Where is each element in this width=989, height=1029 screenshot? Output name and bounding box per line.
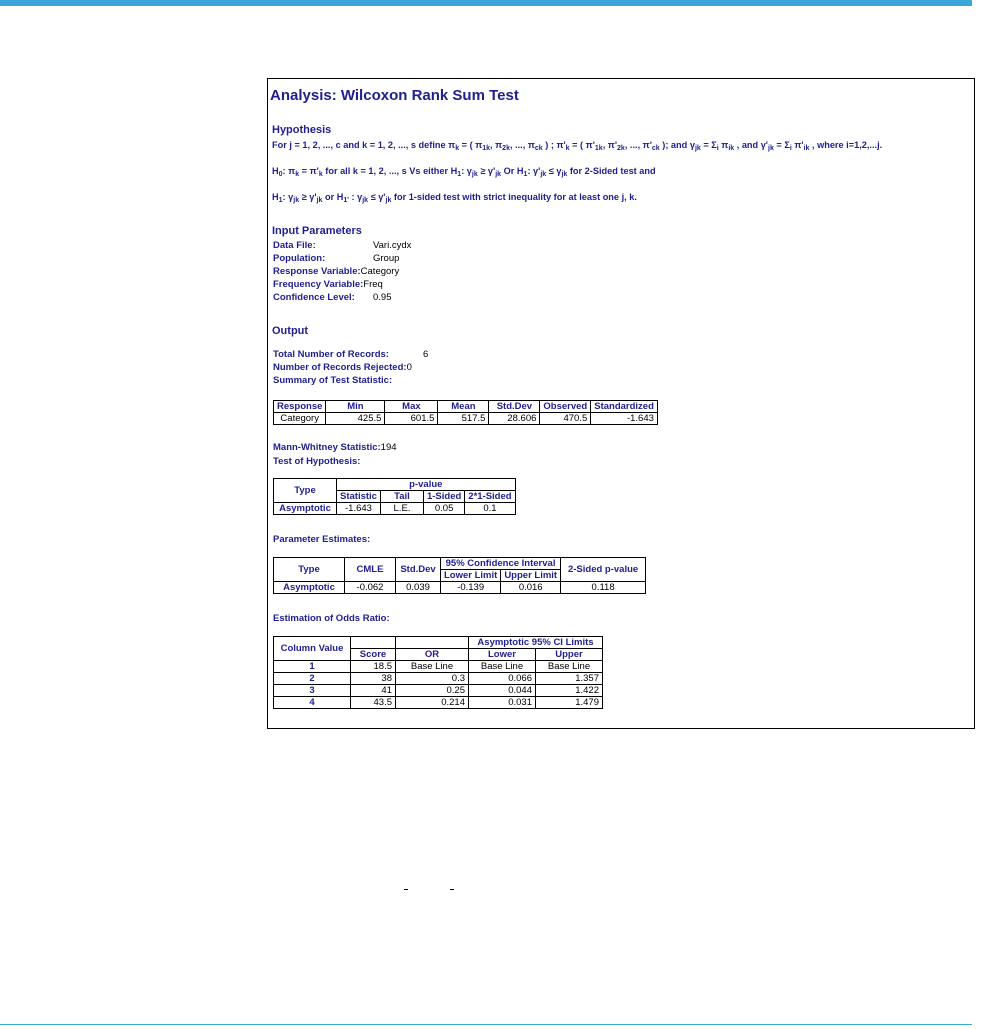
table-cell: -1.643	[337, 503, 381, 515]
top-accent-bar	[0, 0, 972, 6]
parameter-estimates-label: Parameter Estimates:	[273, 534, 371, 545]
table-row	[274, 673, 603, 685]
col-std-dev: Std.Dev	[396, 558, 441, 582]
summary-header: Std.Dev	[489, 401, 540, 413]
table-cell: Base Line	[396, 661, 469, 673]
table-cell: 0.016	[501, 582, 561, 594]
table-row	[274, 413, 658, 425]
col-blank	[351, 637, 396, 649]
table-cell: L.E.	[380, 503, 423, 515]
test-of-hypothesis-table	[273, 478, 516, 515]
summary-header: Min	[326, 401, 385, 413]
table-cell: 0.1	[465, 503, 515, 515]
col-p-value: p-value	[337, 479, 516, 491]
table-cell: Asymptotic	[274, 503, 337, 515]
param-data-file: Data File: Vari.cydx	[273, 240, 412, 251]
table-cell: 3	[274, 685, 351, 697]
summary-table	[273, 400, 658, 425]
table-cell: 1.357	[536, 673, 603, 685]
col-cmle: CMLE	[345, 558, 396, 582]
table-cell: 470.5	[540, 413, 591, 425]
stray-mark	[404, 889, 408, 890]
table-cell: 43.5	[351, 697, 396, 709]
table-cell: 2	[274, 673, 351, 685]
table-cell: 0.214	[396, 697, 469, 709]
table-cell: -0.062	[345, 582, 396, 594]
table-cell: 41	[351, 685, 396, 697]
hypothesis-line-3: $H_1$: $\gamma_{jk} \ge \gamma'_{jk}$ or $H_{1'}$ : $\gamma_{jk} \le \gamma'_{jk}$ for 1-sided test with strict inequality for at least one j, k.	[272, 192, 637, 204]
rejected-records: Number of Records Rejected:0	[273, 362, 412, 373]
hypothesis-line-2: $H_0$: $\pi_k = \pi'_k$ for all k = 1, 2, ..., s Vs either $H_1$: $\gamma_{jk} \ge \gamma'_{jk}$ Or $H_1$: $\gamma'_{jk} \le \gamma_{jk}$ for 2-Sided test and	[272, 166, 656, 178]
col-score: Score	[351, 649, 396, 661]
table-cell: 18.5	[351, 661, 396, 673]
table-cell: 28.606	[489, 413, 540, 425]
stray-mark	[450, 889, 454, 890]
bottom-rule	[0, 1024, 972, 1025]
test-of-hypothesis-label: Test of Hypothesis:	[273, 456, 361, 467]
col-blank	[396, 637, 469, 649]
col-statistic: Statistic	[337, 491, 381, 503]
param-population: Population: Group	[273, 253, 400, 264]
summary-header: Standardized	[591, 401, 658, 413]
table-cell: 0.118	[561, 582, 646, 594]
param-response-variable: Response Variable:Category	[273, 266, 400, 277]
parameter-estimates-table	[273, 557, 646, 594]
table-cell: 0.066	[469, 673, 536, 685]
analysis-output-panel	[267, 78, 975, 729]
output-heading: Output	[272, 325, 309, 337]
table-cell: 1.422	[536, 685, 603, 697]
col-upper: Upper	[536, 649, 603, 661]
summary-header: Observed	[540, 401, 591, 413]
col-2-sided-p: 2-Sided p-value	[561, 558, 646, 582]
table-row	[274, 697, 603, 709]
summary-header: Response	[274, 401, 326, 413]
hypothesis-line-1: For j = 1, 2, ..., c and k = 1, 2, ..., s define $\pi_k$ = ( $\pi_{1k}$, $\pi_{2k}$, ..., $\pi_{ck}$ ) ; $\pi'_k$ = ( $\pi'_{1k}$, $\pi'_{2k}$, ..., $\pi'_{ck}$ ); and $\gamma_{jk} = \Sigma_i$ $\pi_{ik}$ , and $\gamma'_{jk} = \Sigma_i$ $\pi'_{ik}$ , where i=1,2,...j.	[272, 140, 883, 152]
col-tail: Tail	[380, 491, 423, 503]
table-cell: 0.3	[396, 673, 469, 685]
param-frequency-variable: Frequency Variable:Freq	[273, 279, 383, 290]
mann-whitney-statistic: Mann-Whitney Statistic:194	[273, 442, 397, 453]
table-cell: Base Line	[469, 661, 536, 673]
table-cell: 0.25	[396, 685, 469, 697]
col-type: Type	[274, 558, 345, 582]
odds-ratio-label: Estimation of Odds Ratio:	[273, 613, 390, 624]
table-cell: Base Line	[536, 661, 603, 673]
table-row	[274, 582, 646, 594]
col-type: Type	[274, 479, 337, 503]
input-parameters-heading: Input Parameters	[272, 225, 362, 237]
table-cell: 1	[274, 661, 351, 673]
col-column-value: Column Value	[274, 637, 351, 661]
table-cell: 4	[274, 697, 351, 709]
summary-label: Summary of Test Statistic:	[273, 375, 393, 386]
col-lower-limit: Lower Limit	[441, 570, 501, 582]
table-row	[274, 503, 516, 515]
odds-ratio-table	[273, 636, 603, 709]
table-cell: 0.044	[469, 685, 536, 697]
col-lower: Lower	[469, 649, 536, 661]
table-cell: Asymptotic	[274, 582, 345, 594]
table-cell: Category	[274, 413, 326, 425]
summary-header: Mean	[438, 401, 489, 413]
table-cell: 0.039	[396, 582, 441, 594]
summary-header: Max	[385, 401, 438, 413]
table-cell: -0.139	[441, 582, 501, 594]
table-cell: 0.031	[469, 697, 536, 709]
table-cell: 1.479	[536, 697, 603, 709]
table-row	[274, 661, 603, 673]
col-2-sided: 2*1-Sided	[465, 491, 515, 503]
table-cell: 601.5	[385, 413, 438, 425]
col-or: OR	[396, 649, 469, 661]
table-cell: 517.5	[438, 413, 489, 425]
table-cell: 0.05	[423, 503, 464, 515]
hypothesis-heading: Hypothesis	[272, 124, 332, 136]
table-row	[274, 685, 603, 697]
col-upper-limit: Upper Limit	[501, 570, 561, 582]
col-confidence-interval: 95% Confidence Interval	[441, 558, 561, 570]
col-ci-limits: Asymptotic 95% CI Limits	[469, 637, 603, 649]
table-cell: -1.643	[591, 413, 658, 425]
analysis-title: Analysis: Wilcoxon Rank Sum Test	[270, 87, 519, 104]
table-cell: 38	[351, 673, 396, 685]
col-1-sided: 1-Sided	[423, 491, 464, 503]
total-records: Total Number of Records: 6	[273, 349, 429, 360]
table-cell: 425.5	[326, 413, 385, 425]
param-confidence-level: Confidence Level: 0.95	[273, 292, 392, 303]
